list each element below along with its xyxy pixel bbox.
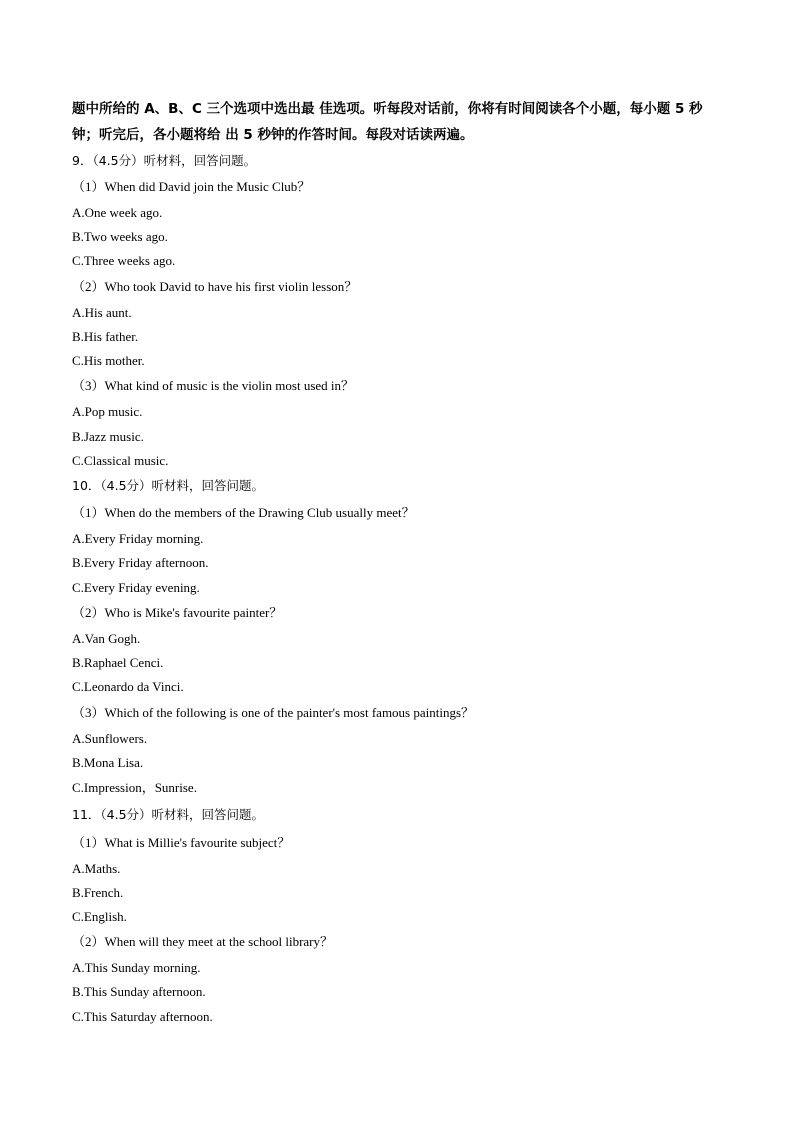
question-10-2-option-c: C.Leonardo da Vinci. <box>72 679 184 694</box>
question-9-3-option-a: A.Pop music. <box>72 404 143 419</box>
question-9-1-option-b: B.Two weeks ago. <box>72 229 168 244</box>
question-10-3-option-c: C.Impression，Sunrise. <box>72 780 197 795</box>
question-10-2-option-b: B.Raphael Cenci. <box>72 655 164 670</box>
instructions-line-2: 钟；听完后，各小题将给 出 5 秒钟的作答时间。每段对话读两遍。 <box>72 127 474 143</box>
question-9-1-option-c: C.Three weeks ago. <box>72 253 176 268</box>
question-9-3-option-b: B.Jazz music. <box>72 429 144 444</box>
question-9-2-option-b: B.His father. <box>72 329 139 344</box>
question-9-3-stem: （3）What kind of music is the violin most used in？ <box>72 378 355 393</box>
question-10-1-stem: （1）When do the members of the Drawing Club usually meet？ <box>72 505 415 520</box>
question-11-1-option-b: B.French. <box>72 885 124 900</box>
question-11-2-option-b: B.This Sunday afternoon. <box>72 984 206 999</box>
question-11-1-option-c: C.English. <box>72 909 127 924</box>
question-10-2-option-a: A.Van Gogh. <box>72 631 141 646</box>
question-11-header: 11．（4.5分）听材料，回答问题。 <box>72 807 265 822</box>
question-10-3-stem: （3）Which of the following is one of the painter's most famous paintings？ <box>72 705 475 720</box>
question-11-1-stem: （1）What is Millie's favourite subject？ <box>72 835 291 850</box>
question-11-2-option-a: A.This Sunday morning. <box>72 960 201 975</box>
section-instructions <box>72 96 732 148</box>
question-11-2-option-c: C.This Saturday afternoon. <box>72 1009 213 1024</box>
question-9-1-stem: （1）When did David join the Music Club？ <box>72 179 311 194</box>
question-9-header: 9．（4.5分）听材料，回答问题。 <box>72 153 257 168</box>
question-10-1-option-a: A.Every Friday morning. <box>72 531 204 546</box>
question-11-1-option-a: A.Maths. <box>72 861 121 876</box>
question-9-3-option-c: C.Classical music. <box>72 453 169 468</box>
question-10-1-option-c: C.Every Friday evening. <box>72 580 200 595</box>
question-10-3-option-a: A.Sunflowers. <box>72 731 148 746</box>
instructions-line-1: 题中所给的 A、B、C 三个选项中选出最 佳选项。听每段对话前，你将有时间阅读各个小题，每小题 5 秒 <box>72 101 703 117</box>
question-9-2-stem: （2）Who took David to have his first violin lesson？ <box>72 279 358 294</box>
question-10-2-stem: （2）Who is Mike's favourite painter？ <box>72 605 283 620</box>
question-9-1-option-a: A.One week ago. <box>72 205 163 220</box>
question-9-2-option-a: A.His aunt. <box>72 305 132 320</box>
question-10-3-option-b: B.Mona Lisa. <box>72 755 144 770</box>
question-10-1-option-b: B.Every Friday afternoon. <box>72 555 209 570</box>
question-10-header: 10．（4.5分）听材料，回答问题。 <box>72 478 265 493</box>
question-11-2-stem: （2）When will they meet at the school library？ <box>72 934 334 949</box>
question-9-2-option-c: C.His mother. <box>72 353 145 368</box>
